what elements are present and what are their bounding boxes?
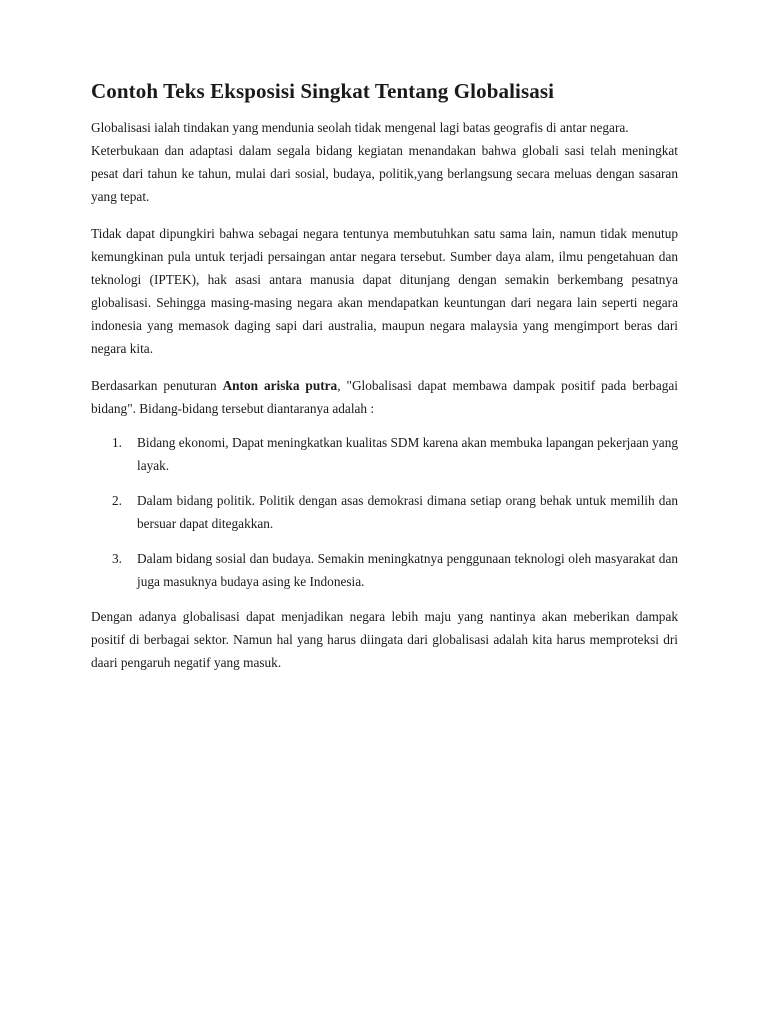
list-item: [91, 547, 678, 593]
list-item: [91, 431, 678, 477]
list-item-number: 1.: [112, 435, 122, 450]
list-item: [91, 489, 678, 535]
list-item-text: Dalam bidang sosial dan budaya. Semakin meningkatnya penggunaan teknologi oleh masyarakat dan juga masuknya budaya asing ke Indonesia.: [137, 551, 678, 589]
paragraph-intro-definition: Globalisasi ialah tindakan yang mendunia seolah tidak mengenal lagi batas geografis di antar negara.: [91, 120, 629, 135]
paragraph-intro-openness: Keterbukaan dan adaptasi dalam segala bidang kegiatan menandakan bahwa globali sasi telah meningkat pesat dari tahun ke tahun, mulai dari sosial, budaya, politik,yang berlangsung secara meluas dengan sasaran yang tepat.: [91, 143, 678, 204]
list-item-text: Bidang ekonomi, Dapat meningkatkan kualitas SDM karena akan membuka lapangan pekerjaan yang layak.: [137, 435, 678, 473]
list-item-number: 2.: [112, 493, 122, 508]
quote-prefix: Berdasarkan penuturan: [91, 378, 223, 393]
list-item-number: 3.: [112, 551, 122, 566]
fields-list: [91, 431, 678, 593]
paragraph-conclusion: Dengan adanya globalisasi dapat menjadikan negara lebih maju yang nantinya akan meberikan dampak positif di berbagai sektor. Namun hal yang harus diingata dari globalisasi adalah kita harus memproteksi dri daari pengaruh negatif yang masuk.: [91, 609, 678, 670]
quote-author: Anton ariska putra: [222, 378, 338, 393]
list-item-text: Dalam bidang politik. Politik dengan asas demokrasi dimana setiap orang behak untuk memilih dan bersuar dapat ditegakkan.: [137, 493, 678, 531]
paragraph-interdependence: Tidak dapat dipungkiri bahwa sebagai negara tentunya membutuhkan satu sama lain, namun tidak menutup kemungkinan pula untuk terjadi persaingan antar negara tersebut. Sumber daya alam, ilmu pengetahuan dan teknologi (IPTEK), hak asasi antara manusia dapat ditunjang dengan semakin berkembang pesatnya globalisasi. Sehingga masing-masing negara akan mendapatkan keuntungan dari negara lain seperti negara indonesia yang memasok daging sapi dari australia, maupun negara malaysia yang mengimport beras dari negara kita.: [91, 226, 678, 356]
quote-text: , "Globalisasi dapat membawa dampak positif pada berbagai bidang". Bidang-bidang tersebut diantaranya adalah :: [91, 378, 678, 416]
paragraph-quote: [91, 374, 678, 420]
document-title: Contoh Teks Eksposisi Singkat Tentang Globalisasi: [91, 79, 555, 103]
